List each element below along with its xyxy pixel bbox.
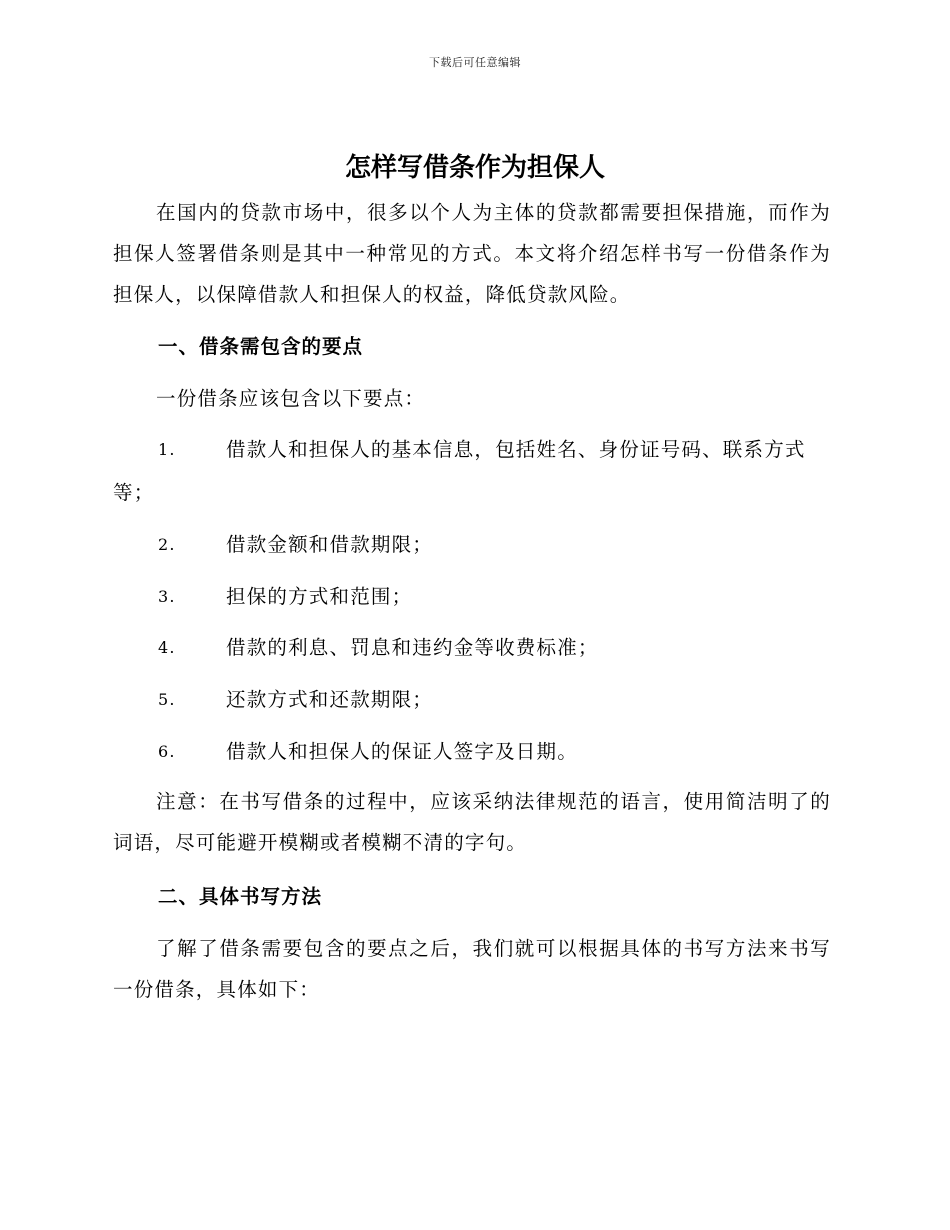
list-text: 借款金额和借款期限； [226,533,434,556]
list-text: 借款人和担保人的保证人签字及日期。 [226,740,578,763]
list-number: 1. [158,440,176,459]
list-number: 3. [158,587,176,606]
list-text: 担保的方式和范围； [226,585,413,608]
section2-paragraph: 了解了借条需要包含的要点之后，我们就可以根据具体的书写方法来书写一份借条，具体如下： [113,937,831,1001]
page-header: 下载后可任意编辑 [429,56,521,69]
list-number: 4. [158,638,176,657]
list-item [113,626,831,669]
list-item [113,428,831,514]
section1-lead: 一份借条应该包含以下要点： [156,387,426,410]
list-item [113,575,831,618]
list-item [113,678,831,721]
list-text: 借款的利息、罚息和违约金等收费标准； [226,636,599,659]
section2-heading: 二、具体书写方法 [158,885,323,908]
document-title: 怎样写借条作为担保人 [344,153,605,183]
list-item [113,523,831,566]
note-paragraph: 注意：在书写借条的过程中，应该采纳法律规范的语言，使用简洁明了的词语，尽可能避开模糊或者模糊不清的字句。 [113,790,831,854]
intro-paragraph: 在国内的贷款市场中，很多以个人为主体的贷款都需要担保措施，而作为担保人签署借条则是其中一种常见的方式。本文将介绍怎样书写一份借条作为担保人，以保障借款人和担保人的权益，降低贷款风险。 [113,201,831,306]
list-text: 借款人和担保人的基本信息，包括姓名、身份证号码、联系方式等； [113,438,806,504]
list-number: 5. [158,690,176,709]
list-number: 6. [158,742,176,761]
list-text: 还款方式和还款期限； [226,688,434,711]
list-item [113,730,831,773]
section1-heading: 一、借条需包含的要点 [158,335,364,358]
list-number: 2. [158,535,176,554]
